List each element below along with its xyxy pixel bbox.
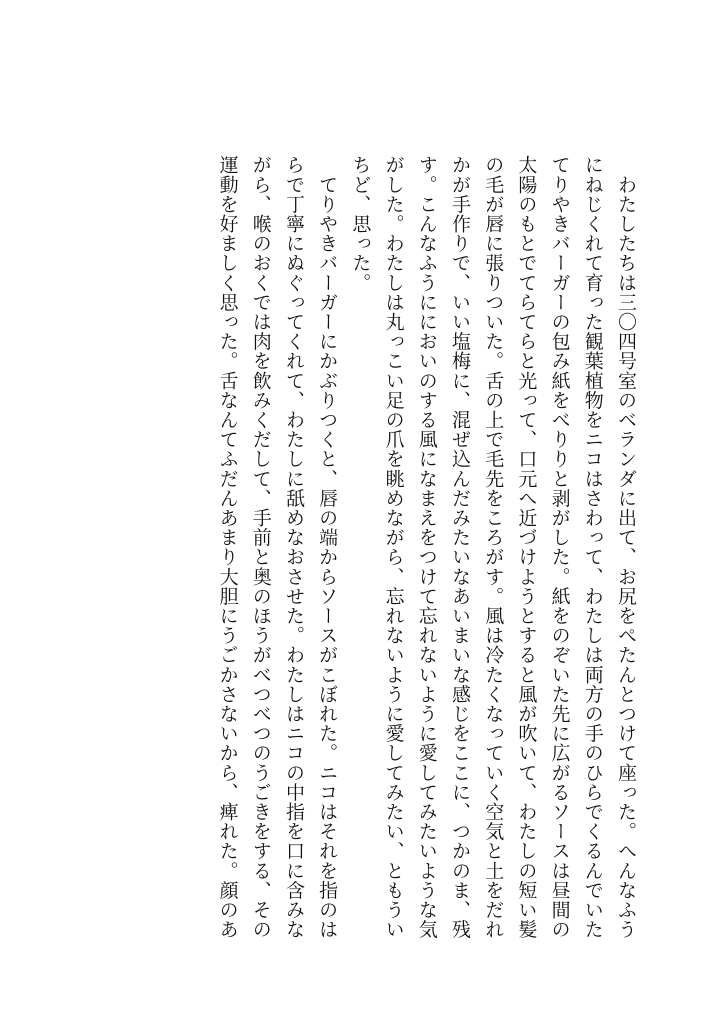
text-line: かが手作りで、いい塩梅に、混ぜ込んだみたいなあいまいな感じをここに、つかのま、残	[448, 155, 471, 939]
text-line: てりやきバーガーの包み紙をべりりと剥がした。紙をのぞいた先に広がるソースは昼間の	[548, 155, 571, 939]
vertical-text-body	[210, 155, 642, 955]
text-line: の毛が唇に張りついた。舌の上で毛先をころがす。風は冷たくなっていく空気と土をだれ	[482, 155, 505, 939]
text-line: 太陽のもとでてらてらと光って、口元へ近づけようとすると風が吹いて、わたしの短い髪	[515, 155, 538, 939]
text-line: 運動を好ましく思った。舌なんてふだんあまり大胆にうごかさないから、痺れた。顔のあ	[216, 155, 239, 939]
text-line: らで丁寧にぬぐってくれて、わたしに舐めなおさせた。わたしはニコの中指を口に含みな	[282, 155, 305, 939]
text-line: わたしたちは三〇四号室のベランダに出て、お尻をぺたんとつけて座った。へんなふう	[615, 155, 637, 939]
text-line: にねじくれて育った観葉植物をニコはさわって、わたしは両方の手のひらでくるんでいた	[581, 155, 604, 939]
text-line: ちど、思った。	[349, 155, 372, 293]
text-line: がら、喉のおくでは肉を飲みくだして、手前と奥のほうがべつべつのうごきをする、その	[249, 155, 272, 939]
text-line: がした。わたしは丸っこい足の爪を眺めながら、忘れないように愛してみたい、ともうい	[382, 155, 405, 939]
text-line: す。こんなふうににおいのする風になまえをつけて忘れないように愛してみたいような気	[415, 155, 438, 939]
text-line: てりやきバーガーにかぶりつくと、唇の端からソースがこぼれた。ニコはそれを指のは	[316, 155, 339, 939]
